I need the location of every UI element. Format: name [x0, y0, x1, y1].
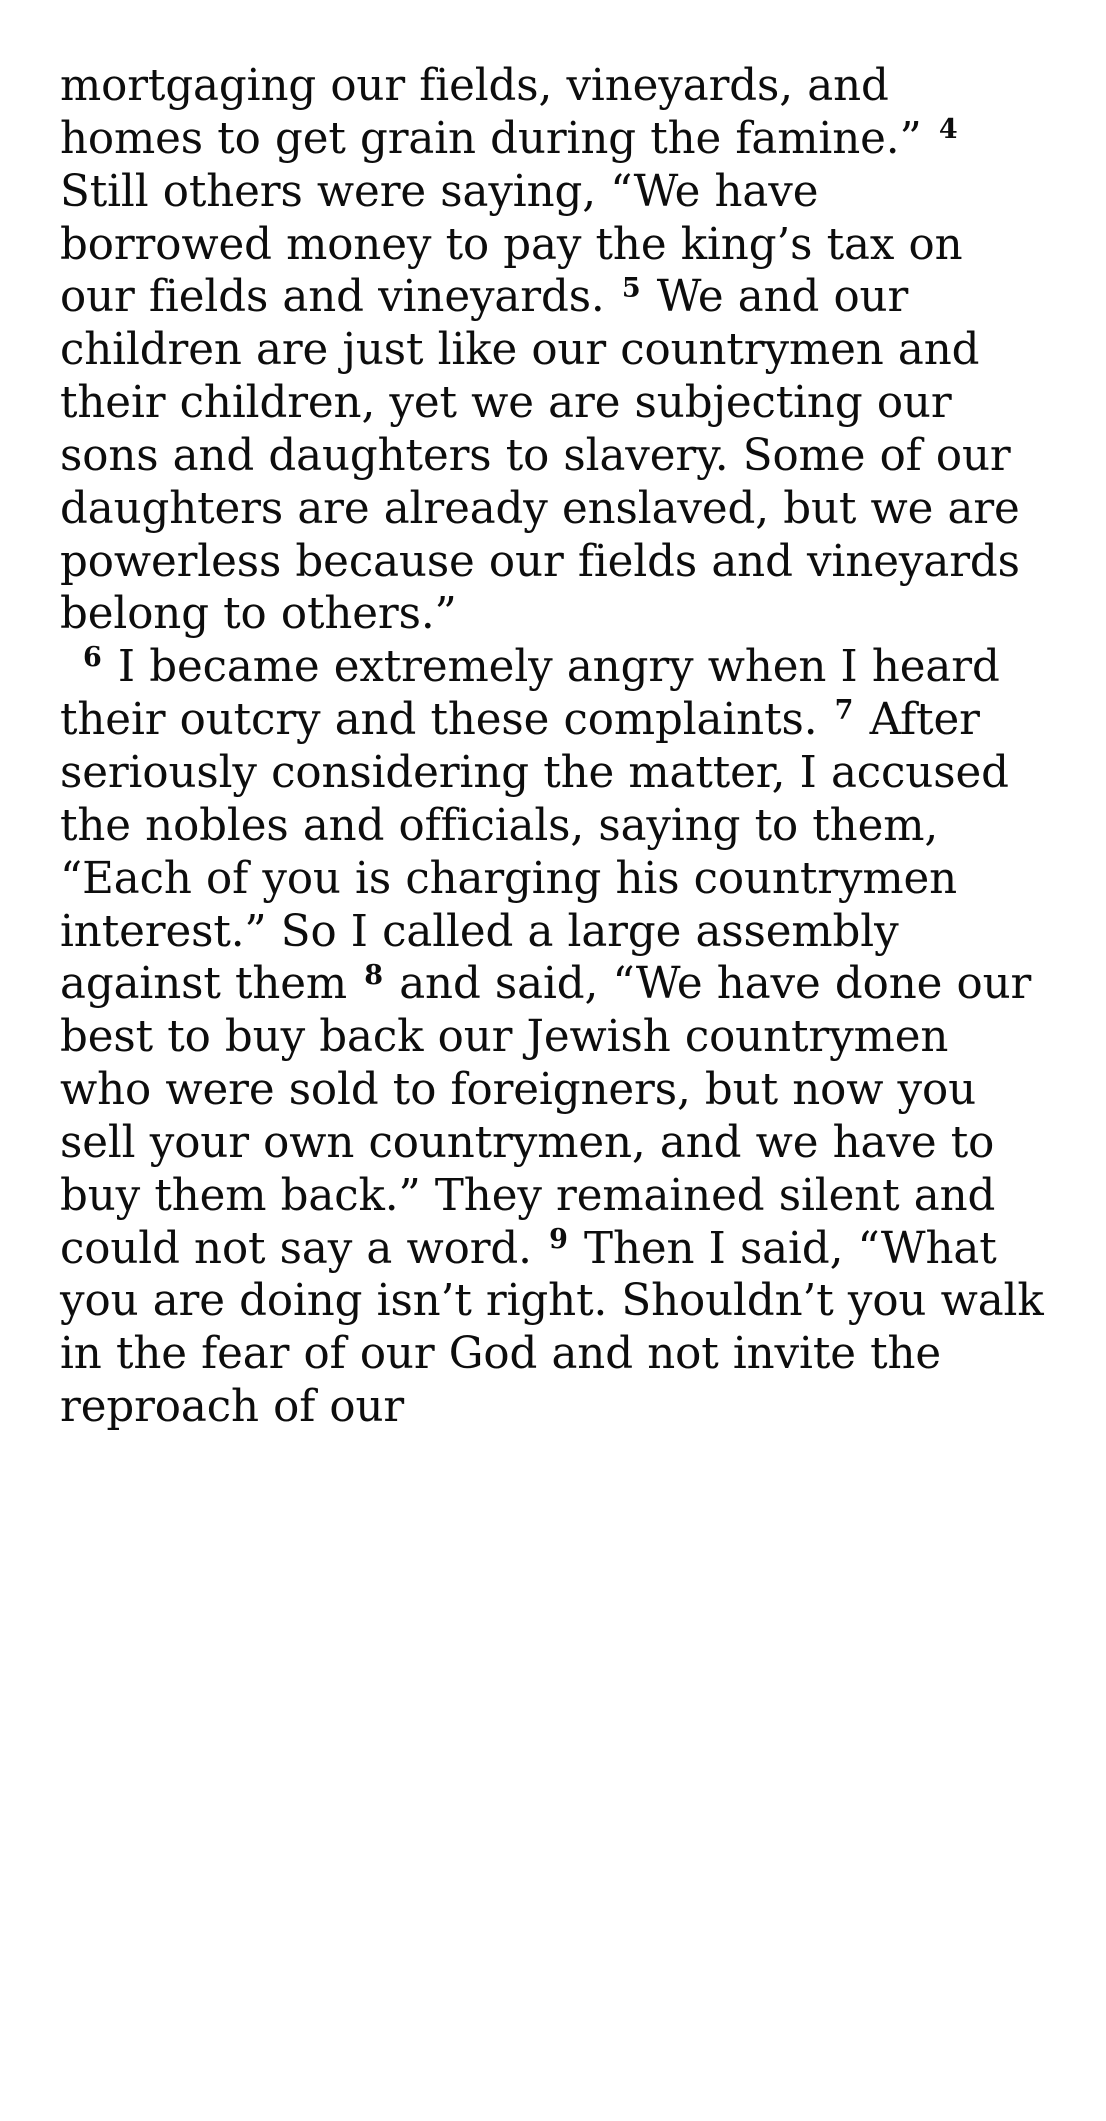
verse-number[interactable]: 9 [549, 1223, 568, 1255]
scripture-run: Then I said, “What you are doing isn’t right. Shouldn’t you walk in the fear of our God and not invite the reproach of our [60, 1223, 1044, 1433]
scripture-run: We and our children are just like our countrymen and their children, yet we are subjecting our sons and daughters to slavery. Some of our daughters are already enslaved, but we are powerless because our fields and vineyards belong to others.” [60, 272, 1020, 640]
scripture-run: I became extremely angry when I heard their outcry and these complaints. [60, 642, 1000, 746]
verse-number[interactable]: 8 [364, 959, 383, 991]
scripture-paragraph [60, 641, 1044, 1434]
verse-number[interactable]: 4 [938, 114, 958, 145]
scripture-run: mortgaging our fields, vineyards, and homes to get grain during the famine.” [60, 61, 936, 164]
scripture-run: After seriously considering the matter, I accused the nobles and officials, saying to them, “Each of you is charging his countrymen interest.” So I called a large assembly against them [60, 695, 1009, 1010]
scripture-run: Still others were saying, “We have borrowed money to pay the king’s tax on our fields and vineyards. [60, 166, 963, 323]
scripture-run: and said, “We have done our best to buy back our Jewish countrymen who were sold to foreigners, but now you sell your own countrymen, and we have to buy them back.” They remained silent and could not say a word. [60, 959, 1032, 1274]
scripture-text-body [60, 60, 1044, 1434]
scripture-paragraph [60, 60, 1044, 641]
verse-number[interactable]: 7 [834, 695, 854, 727]
paragraph-indent [60, 641, 80, 694]
verse-number[interactable]: 6 [83, 642, 102, 674]
verse-number[interactable]: 5 [621, 272, 641, 304]
